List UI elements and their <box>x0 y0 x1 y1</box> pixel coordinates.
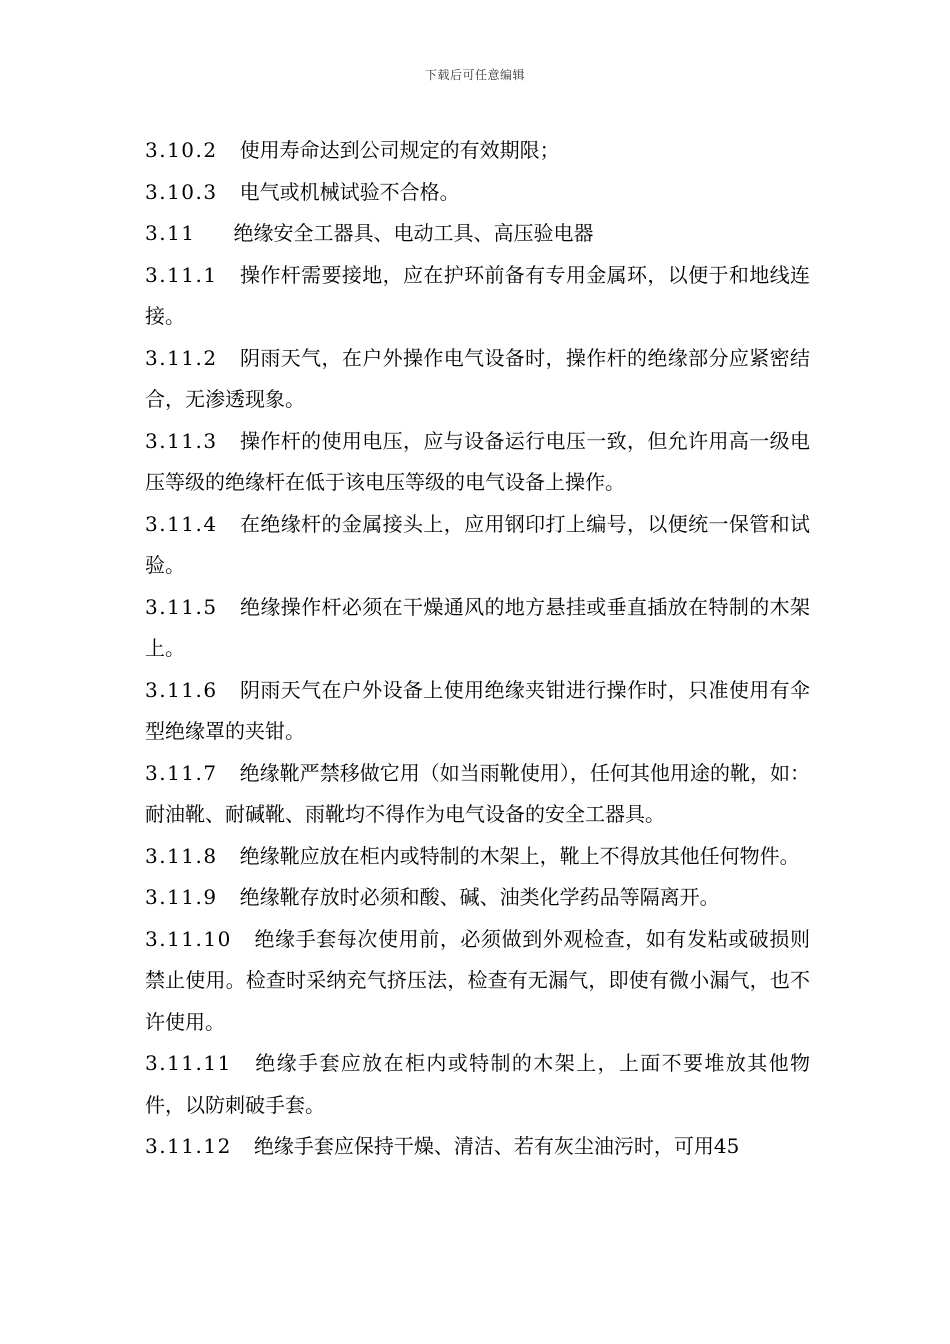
clause-text: 阴雨天气在户外设备上使用绝缘夹钳进行操作时，只准使用有伞型绝缘罩的夹钳。 <box>145 677 810 743</box>
clause-number: 3.11.3 <box>145 428 218 453</box>
clause-text: 绝缘手套应保持干燥、清洁、若有灰尘油污时，可用45 <box>253 1134 740 1158</box>
clause-text: 电气或机械试验不合格。 <box>239 179 460 204</box>
clause-number: 3.11.12 <box>145 1134 232 1158</box>
paragraph-3-11-8 <box>145 836 810 878</box>
clause-text: 绝缘手套每次使用前，必须做到外观检查，如有发粘或破损则禁止使用。检查时采纳充气挤压法，检查有无漏气，即使有微小漏气，也不许使用。 <box>145 926 810 1034</box>
clause-text: 绝缘靴应放在柜内或特制的木架上，靴上不得放其他任何物件。 <box>239 843 800 868</box>
clause-text: 绝缘手套应放在柜内或特制的木架上，上面不要堆放其他物件，以防刺破手套。 <box>145 1051 810 1117</box>
paragraph-3-11-12 <box>145 1126 810 1168</box>
clause-text: 绝缘安全工器具、电动工具、高压验电器 <box>233 221 594 245</box>
paragraph-3-11-3 <box>145 421 810 504</box>
clause-text: 绝缘靴严禁移做它用（如当雨靴使用），任何其他用途的靴，如：耐油靴、耐碱靴、雨靴均不得作为电气设备的安全工器具。 <box>145 760 810 826</box>
paragraph-3-10-2 <box>145 130 810 172</box>
paragraph-3-11-1 <box>145 255 810 338</box>
clause-number: 3.11.1 <box>145 262 218 287</box>
clause-number: 3.11.9 <box>145 885 218 909</box>
clause-number: 3.11.2 <box>145 345 218 370</box>
clause-number: 3.11.11 <box>145 1051 232 1075</box>
paragraph-3-11 <box>145 213 810 255</box>
document-body <box>145 130 810 1168</box>
clause-text: 绝缘操作杆必须在干燥通风的地方悬挂或垂直插放在特制的木架上。 <box>145 594 810 660</box>
clause-text: 在绝缘杆的金属接头上，应用钢印打上编号，以便统一保管和试验。 <box>145 511 810 577</box>
clause-number: 3.10.2 <box>145 138 218 162</box>
clause-text: 操作杆的使用电压，应与设备运行电压一致，但允许用高一级电压等级的绝缘杆在低于该电压等级的电气设备上操作。 <box>145 428 810 494</box>
paragraph-3-11-9 <box>145 877 810 919</box>
clause-text: 阴雨天气，在户外操作电气设备时，操作杆的绝缘部分应紧密结合，无渗透现象。 <box>145 345 810 411</box>
clause-number: 3.11.8 <box>145 843 218 868</box>
paragraph-3-11-10 <box>145 919 810 1044</box>
clause-text: 操作杆需要接地，应在护环前备有专用金属环，以便于和地线连接。 <box>145 262 810 328</box>
paragraph-3-11-7 <box>145 753 810 836</box>
paragraph-3-11-6 <box>145 670 810 753</box>
clause-number: 3.11 <box>145 221 196 245</box>
clause-text: 使用寿命达到公司规定的有效期限； <box>239 138 560 162</box>
clause-number: 3.11.4 <box>145 511 218 536</box>
paragraph-3-11-11 <box>145 1043 810 1126</box>
clause-number: 3.10.3 <box>145 179 218 204</box>
page-header: 下载后可任意编辑 <box>424 68 525 82</box>
clause-number: 3.11.6 <box>145 677 218 702</box>
paragraph-3-11-4 <box>145 504 810 587</box>
paragraph-3-11-2 <box>145 338 810 421</box>
paragraph-3-10-3 <box>145 172 810 214</box>
clause-number: 3.11.10 <box>145 926 232 951</box>
clause-number: 3.11.7 <box>145 760 218 785</box>
clause-number: 3.11.5 <box>145 594 218 619</box>
paragraph-3-11-5 <box>145 587 810 670</box>
clause-text: 绝缘靴存放时必须和酸、碱、油类化学药品等隔离开。 <box>239 885 720 909</box>
